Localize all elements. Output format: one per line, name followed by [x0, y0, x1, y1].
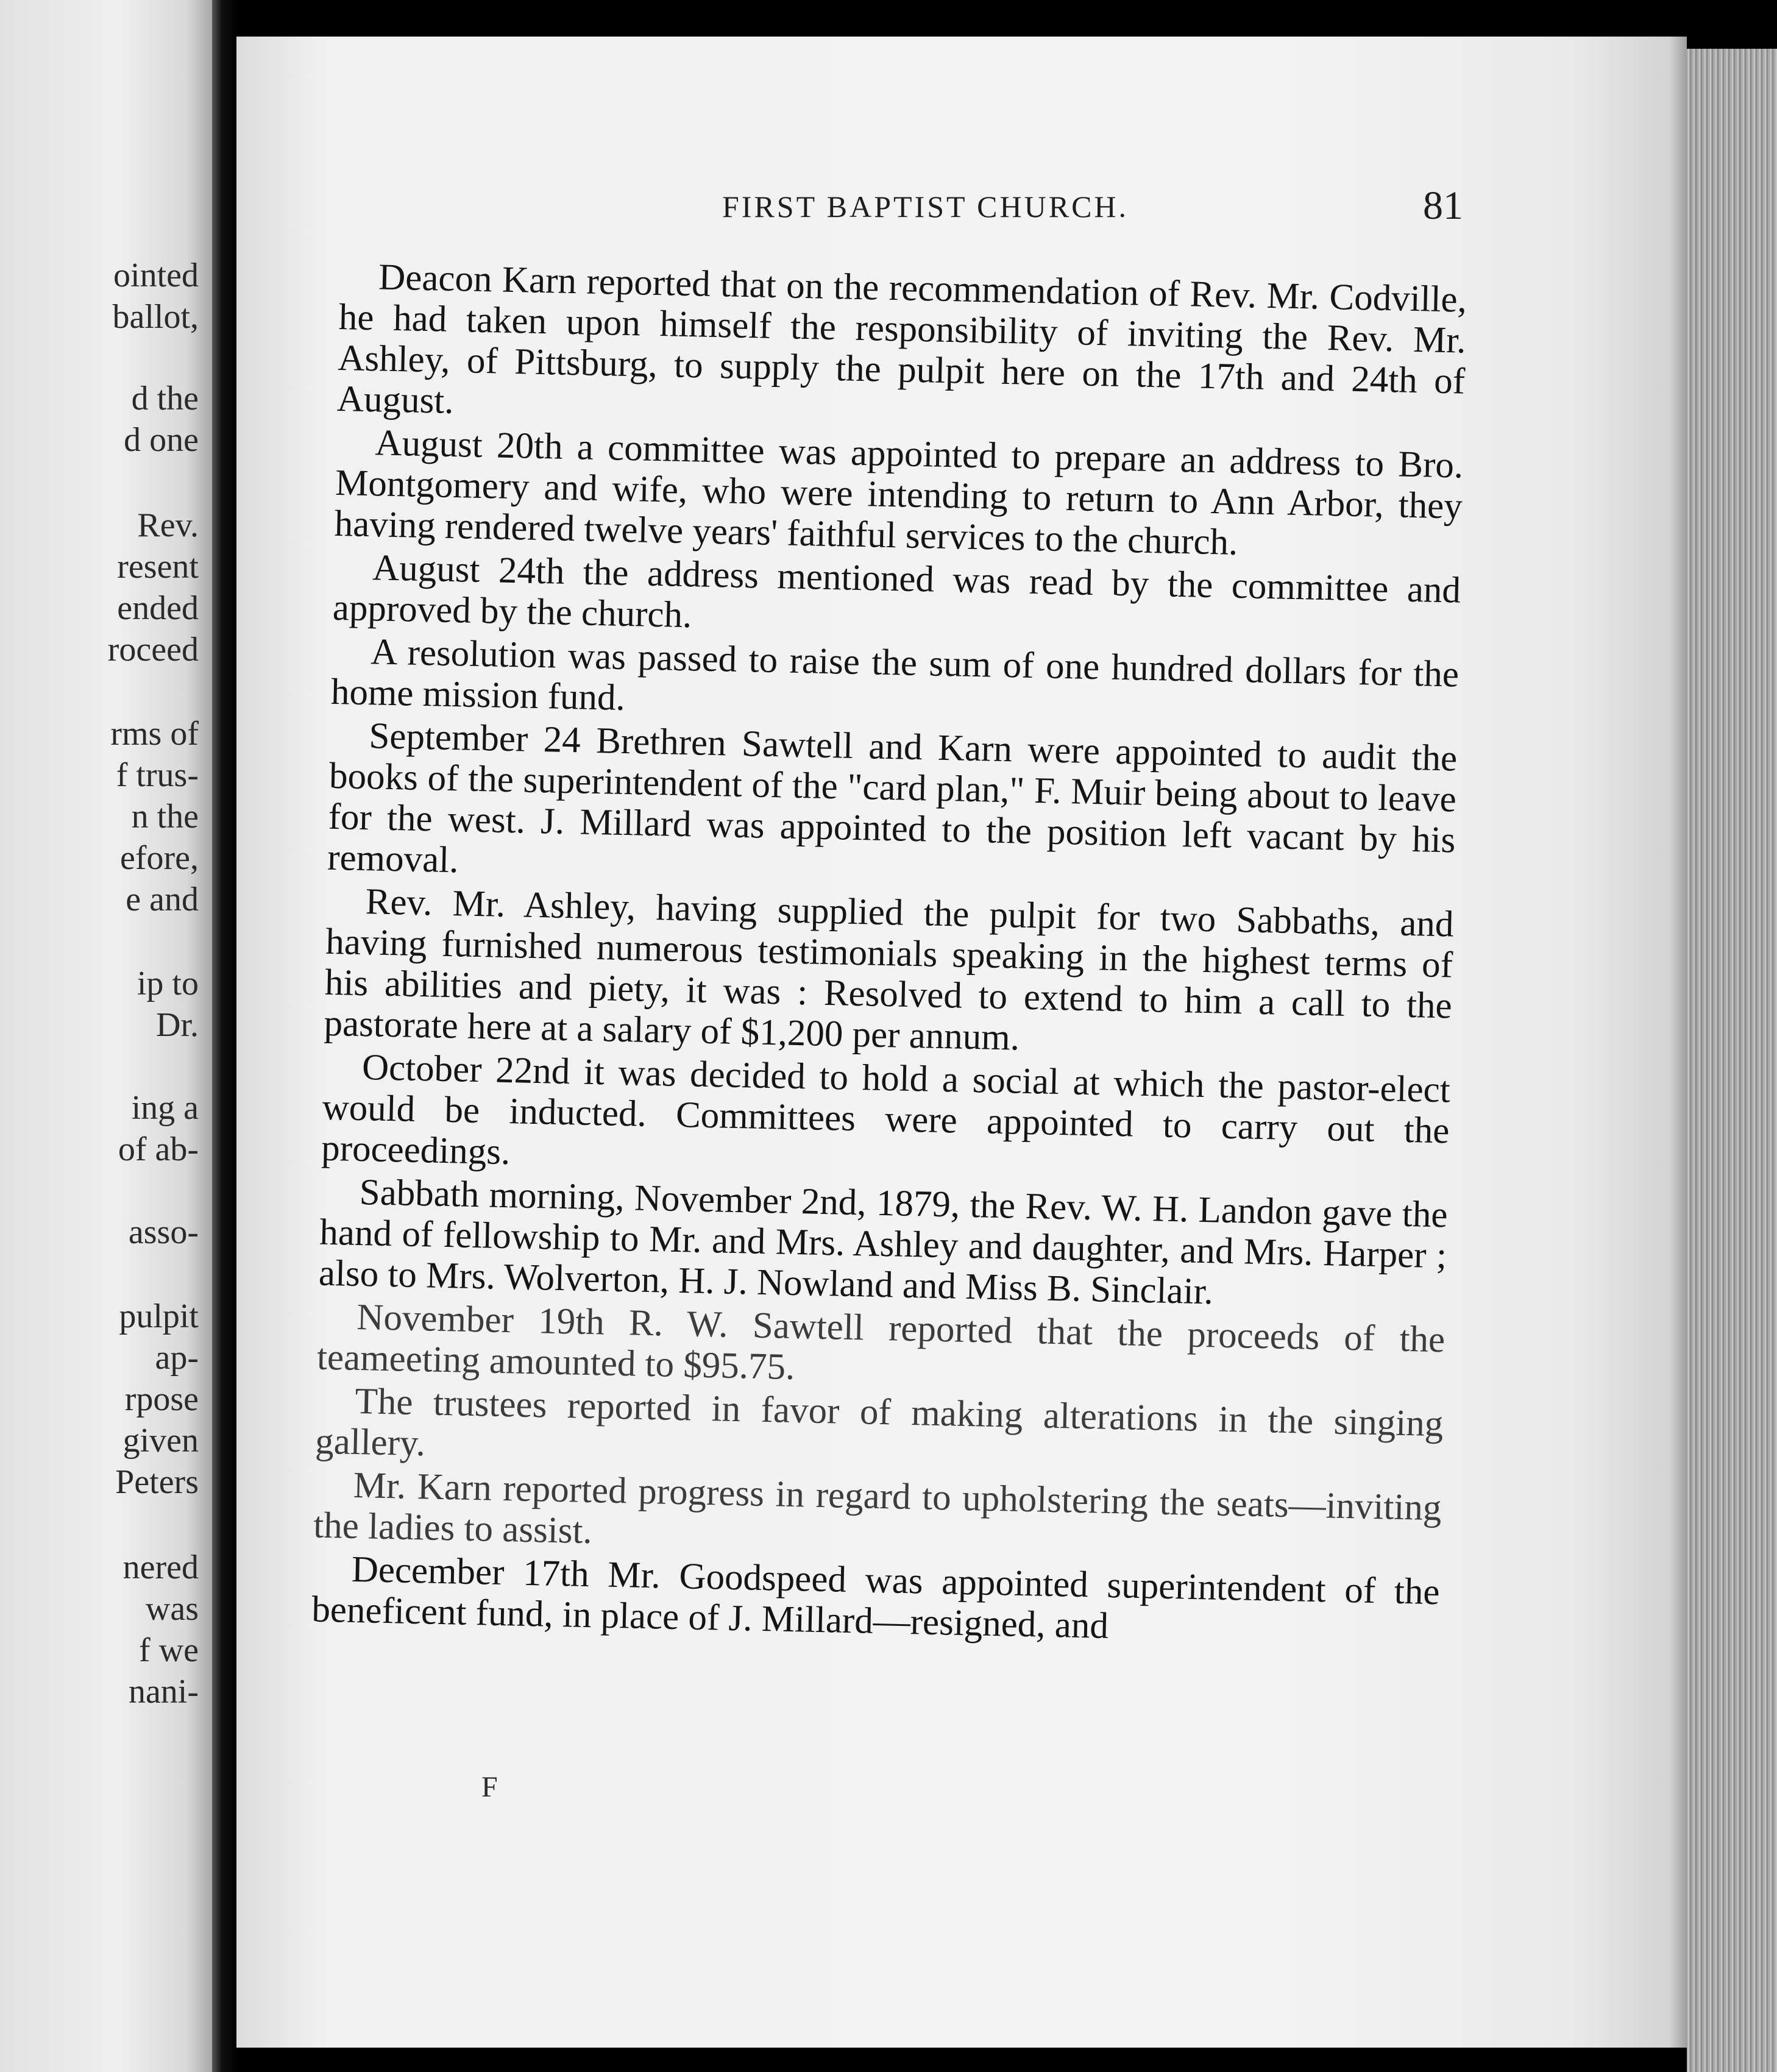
left-fragment: rms of — [110, 715, 199, 753]
paragraph: Sabbath morning, November 2nd, 1879, the Rev. W. H. Landon gave the hand of fellowship to Mr. and Mrs. Ashley and daughter, and Mrs. Harper ; also to Mrs. Wolverton, H. J. Nowland and Miss B. Sinclair. — [318, 1172, 1449, 1313]
left-fragment: roceed — [107, 631, 199, 669]
left-fragment: e and — [126, 881, 199, 918]
left-fragment: rpose — [124, 1380, 199, 1418]
paragraph: December 17th Mr. Goodspeed was appointed superintendent of the beneficent fund, in place of J. Millard—resigned, and — [311, 1549, 1441, 1647]
left-fragment: nered — [122, 1549, 199, 1586]
left-fragment: of ab- — [118, 1130, 199, 1168]
paragraph: November 19th R. W. Sawtell reported that the proceeds of the teameeting amounted to $95.75. — [316, 1296, 1445, 1388]
left-fragment: ballot, — [112, 298, 199, 336]
left-fragment: ap- — [155, 1339, 199, 1377]
paragraph: September 24 Brethren Sawtell and Karn were appointed to audit the books of the superintendent of the "card plan," F. Muir being about to leave for the west. J. Millard was appointed to the position left vacant by his removal. — [327, 715, 1458, 881]
running-head: FIRST BAPTIST CHURCH. — [722, 190, 1129, 224]
left-page-fragment — [0, 0, 212, 2072]
left-fragment: d the — [131, 380, 199, 417]
paragraph: Mr. Karn reported progress in regard to upholstering the seats—inviting the ladies to assist. — [313, 1464, 1442, 1552]
page-number: 81 — [1423, 183, 1463, 228]
book-gutter — [212, 0, 236, 2072]
paragraph: A resolution was passed to raise the sum of one hundred dollars for the home mission fund. — [330, 631, 1460, 718]
paragraph: Deacon Karn reported that on the recommendation of Rev. Mr. Codville, he had taken upon himself the responsibility of inviting the Rev. Mr. Ashley, of Pittsburg, to supply the pulpit here on the 17th and 24th of August. — [336, 257, 1467, 422]
left-fragment: f trus- — [116, 756, 199, 794]
stacked-page-edges — [1687, 49, 1777, 2072]
left-fragment: Peters — [115, 1463, 199, 1501]
paragraph: August 24th the address mentioned was read by the committee and approved by the church. — [332, 547, 1461, 636]
body-text — [311, 256, 1467, 1656]
left-fragment: pulpit — [119, 1297, 199, 1335]
left-fragment: n the — [131, 798, 199, 836]
left-fragment: Rev. — [137, 506, 199, 544]
signature-mark: F — [481, 1771, 498, 1803]
left-fragment: resent — [117, 548, 199, 586]
left-fragment: d one — [124, 421, 199, 459]
left-fragment: ended — [117, 589, 199, 627]
left-fragment: f we — [139, 1631, 199, 1669]
paragraph: Rev. Mr. Ashley, having supplied the pulpit for two Sabbaths, and having furnished numerous testimonials speaking in the highest terms of his abilities and piety, it was : Resolved to extend to him a call to the pastorate here at a salary of $1,200 per annum. — [323, 881, 1455, 1059]
left-fragment: ing a — [131, 1089, 199, 1127]
left-fragment: ointed — [113, 257, 199, 294]
paragraph: October 22nd it was decided to hold a social at which the pastor-elect would be inducted. Committees were appointed to carry out the proceedings. — [321, 1047, 1451, 1173]
left-fragment: ip to — [137, 965, 199, 1002]
left-fragment: Dr. — [156, 1006, 199, 1044]
left-fragment: was — [145, 1590, 199, 1628]
left-fragment: nani- — [128, 1673, 199, 1711]
left-fragment: efore, — [119, 839, 199, 877]
paragraph: August 20th a committee was appointed to prepare an address to Bro. Montgomery and wife, who were intending to return to Ann Arbor, they having rendered twelve years' faithful services to the church. — [334, 422, 1464, 563]
left-fragment: given — [122, 1422, 199, 1460]
left-fragment: asso- — [128, 1213, 199, 1251]
page-edge-shadow — [1670, 37, 1688, 2048]
paragraph: The trustees reported in favor of making alterations in the singing gallery. — [314, 1380, 1444, 1464]
